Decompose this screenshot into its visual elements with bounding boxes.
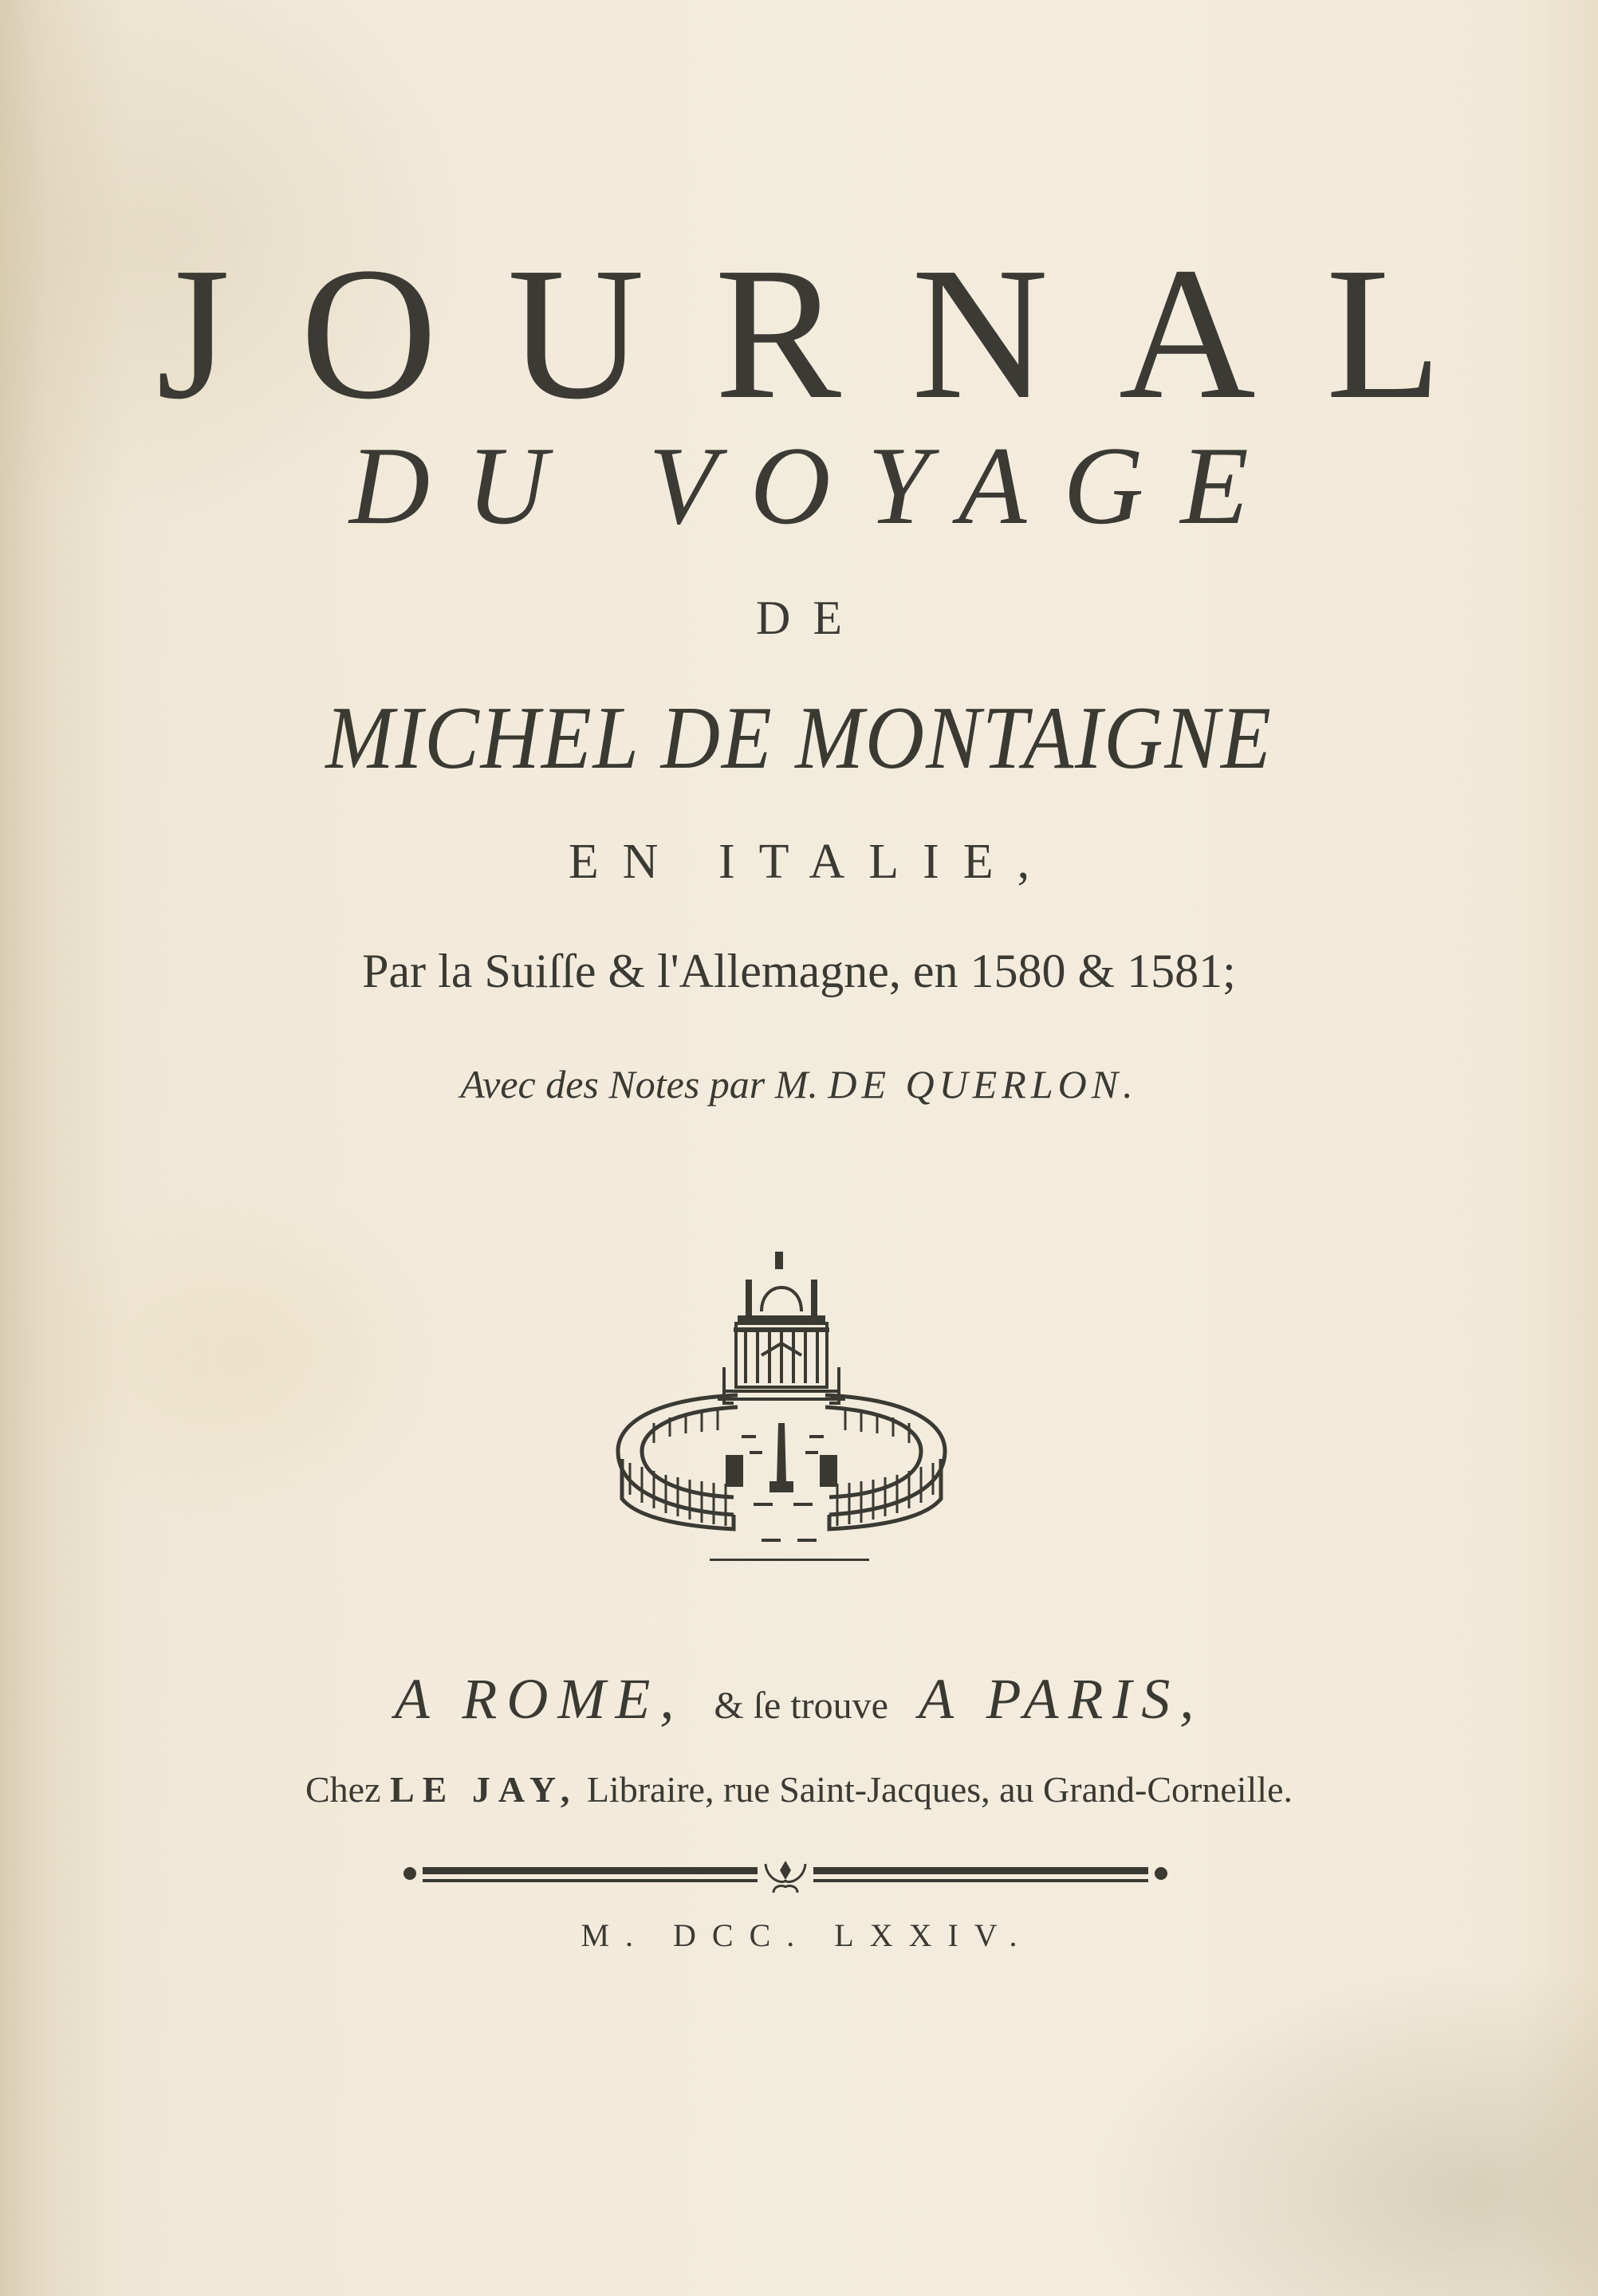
- imprint-line: [0, 1667, 1598, 1731]
- publisher-prefix: Chez: [305, 1769, 381, 1810]
- publisher-line: [0, 1771, 1598, 1808]
- title-journal: JOURNAL: [155, 229, 1513, 438]
- subtitle-route: Par la Suiſſe & l'Allemagne, en 1580 & 1581;: [362, 945, 1236, 997]
- author-name: MICHEL DE MONTAIGNE: [325, 689, 1273, 788]
- publisher-address: Libraire, rue Saint-Jacques, au Grand-Corneille.: [586, 1769, 1293, 1810]
- notes-credit: [0, 1062, 1598, 1107]
- title-de: DE: [756, 592, 864, 644]
- notes-prefix: Avec des Notes par M.: [460, 1062, 818, 1107]
- imprint-connector: & ſe trouve: [714, 1685, 888, 1727]
- publisher-name: LE JAY,: [389, 1769, 578, 1810]
- imprint-paris: A PARIS,: [918, 1667, 1204, 1731]
- title-du-voyage: DU VOYAGE: [349, 424, 1285, 548]
- subtitle-en-italie: EN ITALIE,: [568, 835, 1054, 889]
- notes-editor: DE QUERLON.: [828, 1062, 1138, 1107]
- ornamental-rule-icon: [399, 1858, 1172, 1897]
- st-peters-square-vignette-icon: [606, 1252, 957, 1571]
- imprint-rome: A ROME,: [394, 1667, 684, 1731]
- publication-year: M. DCC. LXXIV.: [581, 1917, 1033, 1953]
